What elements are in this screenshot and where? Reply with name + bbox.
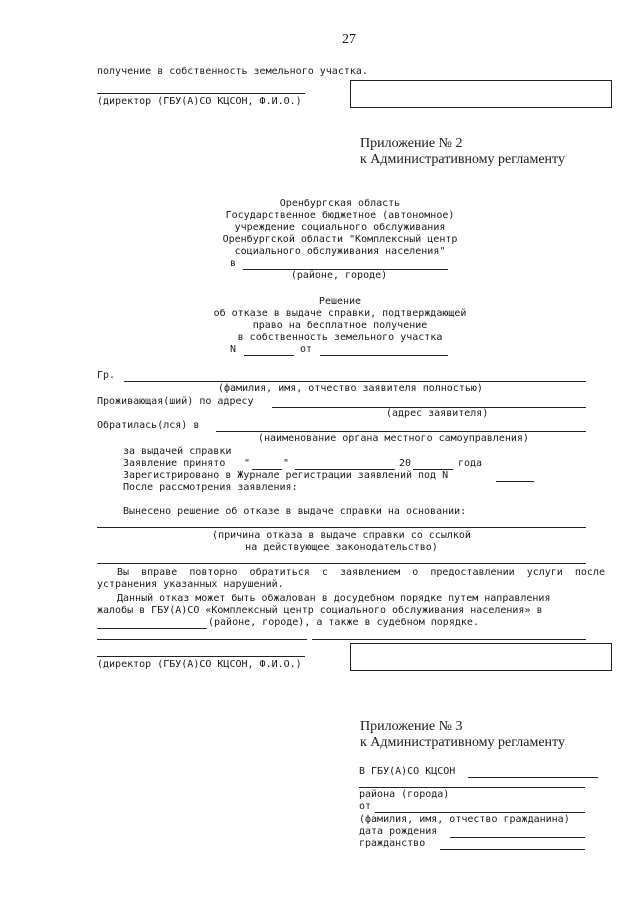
org-line-5: социального обслуживания населения": [234, 246, 446, 257]
fio-caption: (фамилия, имя, отчество гражданина): [359, 814, 570, 825]
from-prefix: от: [359, 801, 372, 812]
after-review: После рассмотрения заявления:: [123, 482, 298, 493]
reason-line: [97, 527, 586, 528]
birth-date-label: дата рождения: [359, 826, 438, 837]
org-line-3: учреждение социального обслуживания: [234, 222, 446, 233]
decision-line-3: право на бесплатное получение: [252, 320, 428, 331]
appendix3-subtitle: к Административному регламенту: [360, 735, 565, 750]
signature-line-2: [97, 656, 305, 657]
address-prefix: Проживающая(ший) по адресу: [97, 396, 254, 407]
citizenship-line: [440, 849, 585, 850]
district-caption: (районе, городе): [290, 270, 388, 281]
notice-line-a: [97, 639, 307, 640]
decision-line-4: в собственность земельного участка: [237, 332, 443, 343]
accepted-quote-open: ": [244, 458, 251, 469]
accepted-quote-close: ": [283, 458, 290, 469]
appendix3-title: Приложение № 3: [360, 719, 463, 734]
decision-date-prefix: от: [300, 344, 313, 355]
accepted-suffix: года: [458, 458, 483, 469]
appendix2-title: Приложение № 2: [360, 136, 463, 151]
address-caption: (адрес заявителя): [386, 408, 489, 419]
reason-caption-2: на действующее законодательство): [245, 542, 438, 553]
appendix2-subtitle: к Административному регламенту: [360, 152, 565, 167]
decision-number-prefix: N: [230, 344, 237, 355]
page-number: 27: [342, 32, 356, 47]
reason-caption-1: (причина отказа в выдаче справки со ссылкой: [212, 530, 471, 541]
signatory-caption-2: (директор (ГБУ(А)СО КЦСОН, Ф.И.О.): [97, 659, 302, 670]
citizen-caption: (фамилия, имя, отчество заявителя полностью): [218, 383, 483, 394]
org-line-1: Оренбургская область: [279, 198, 401, 209]
to-prefix: В ГБУ(А)СО КЦСОН: [359, 766, 456, 777]
applied-caption: (наименование органа местного самоуправления): [258, 433, 529, 444]
for-certificate: за выдачей справки: [123, 446, 232, 457]
citizenship-label: гражданство: [359, 838, 426, 849]
notice-line-b: [312, 639, 586, 640]
decision-number-line: [244, 355, 294, 356]
decision-line-2: об отказе в выдаче справки, подтверждающей: [213, 308, 467, 319]
org-line-4: Оренбургской области "Комплексный центр: [222, 234, 458, 245]
decision-title: Решение: [318, 296, 362, 307]
citizen-line: [124, 381, 586, 382]
from-line: [375, 812, 585, 813]
citizen-prefix: Гр.: [97, 370, 116, 381]
to-line: [468, 777, 598, 778]
stamp-box: [350, 80, 612, 108]
applied-line: [216, 431, 586, 432]
birth-date-line: [450, 837, 585, 838]
notice-district-line: [97, 628, 207, 629]
continued-text: получение в собственность земельного участка.: [97, 66, 368, 77]
refusal-decision: Вынесено решение об отказе в выдаче справки на основании:: [123, 506, 467, 517]
notice-p2-line3: (районе, городе), а также в судебном порядке.: [208, 617, 479, 628]
accepted-year: 20: [399, 458, 412, 469]
district-blank-line: [359, 787, 585, 788]
stamp-box-2: [350, 643, 612, 671]
notice-p2-line2: жалобы в ГБУ(А)СО «Комплексный центр социального обслуживания населения» в: [97, 605, 543, 616]
signatory-caption: (директор (ГБУ(А)СО КЦСОН, Ф.И.О.): [97, 96, 302, 107]
notice-paragraph-1: Вы вправе повторно обратиться с заявлением о предоставлении услуги после устранения указанных нарушений.: [97, 567, 605, 590]
signature-line: [97, 93, 305, 94]
decision-date-line: [320, 355, 448, 356]
district-caption-3: района (города): [359, 789, 450, 800]
org-in-prefix: в: [230, 258, 237, 269]
registered-text: Зарегистрировано в Журнале регистрации заявлений под N: [123, 470, 449, 481]
org-line-2: Государственное бюджетное (автономное): [225, 210, 455, 221]
separator-line: [97, 563, 586, 564]
registered-number-line: [496, 481, 534, 482]
applied-prefix: Обратилась(лся) в: [97, 420, 200, 431]
accepted-prefix: Заявление принято: [123, 458, 226, 469]
notice-p2-line1: Данный отказ может быть обжалован в досудебном порядке путем направления: [117, 593, 551, 604]
